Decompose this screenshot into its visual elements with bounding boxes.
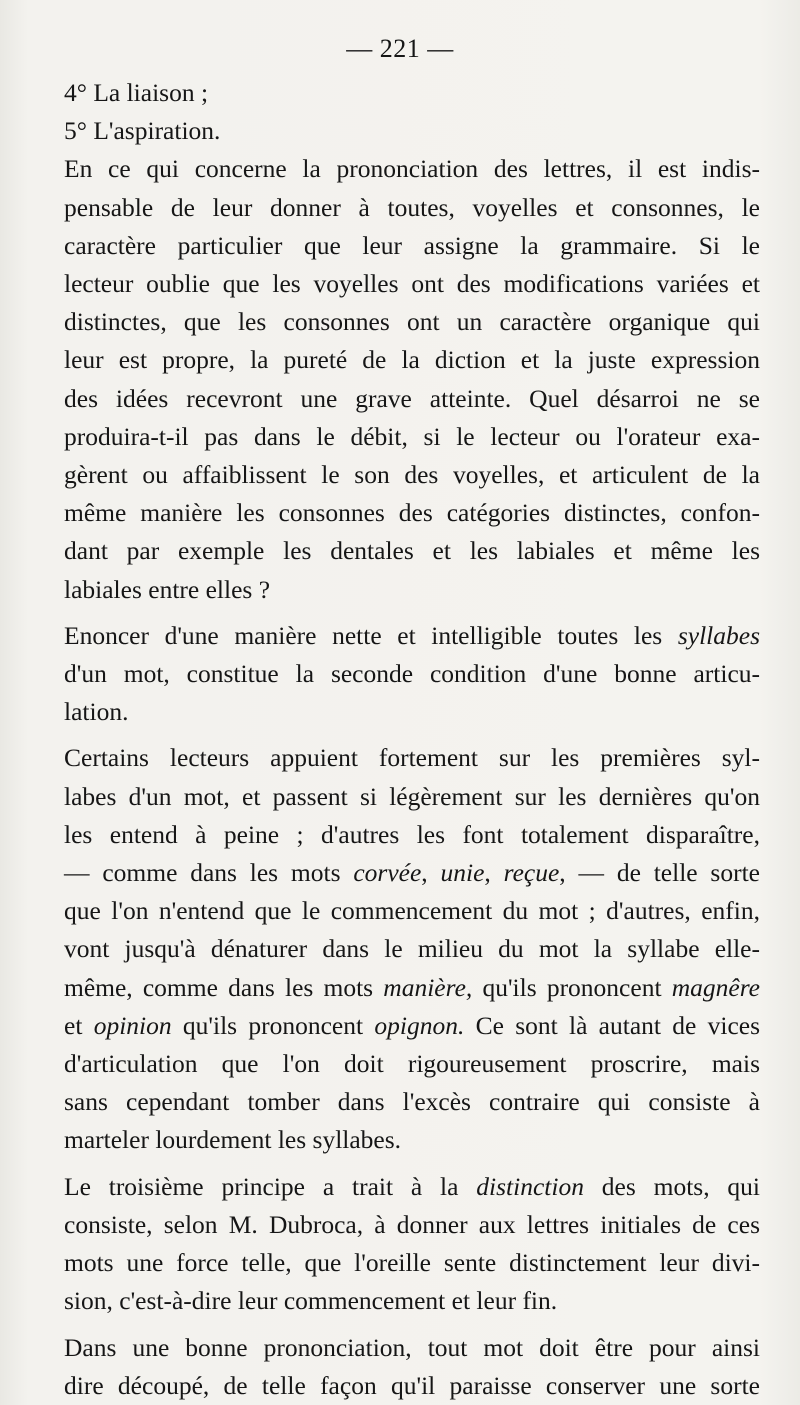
page-number: — 221 — <box>346 34 454 63</box>
text-line: consiste, selon M. Dubroca, à donner aux lettres initiales de ces <box>64 1209 760 1239</box>
text-line: sion, c'est-à-dire leur commencement et leur fin. <box>64 1286 558 1316</box>
paragraph <box>40 739 760 1159</box>
text-line: même, comme dans les mots manière, qu'ils prononcent magnêre <box>64 972 760 1002</box>
list-item: 5° L'aspiration. <box>64 116 221 146</box>
text-line: caractère particulier que leur assigne la grammaire. Si le <box>64 230 760 260</box>
italic-term: reçue <box>503 858 560 888</box>
text-line: produira-t-il pas dans le débit, si le lecteur ou l'orateur exa- <box>64 421 760 451</box>
text-line: dant par exemple les dentales et les labiales et même les <box>64 536 760 566</box>
text-line: lation. <box>64 697 129 727</box>
text-line: pensable de leur donner à toutes, voyelles et consonnes, le <box>64 192 760 222</box>
text-line: Certains lecteurs appuient fortement sur les premières syl- <box>64 743 760 773</box>
text-line: et opinion qu'ils prononcent opignon. Ce sont là autant de vices <box>64 1010 761 1040</box>
text-line: lecteur oublie que les voyelles ont des modifications variées et <box>64 269 760 299</box>
italic-term: magnêre <box>671 972 760 1002</box>
text-line: dire découpé, de telle façon qu'il paraisse conserver une sorte <box>64 1370 760 1400</box>
text-line: Enoncer d'une manière nette et intelligible toutes les syllabes <box>64 620 760 650</box>
italic-term: manière, <box>383 972 473 1002</box>
italic-term: unie <box>440 858 485 888</box>
text-line: même manière les consonnes des catégories distinctes, confon- <box>64 498 760 528</box>
text-line: d'articulation que l'on doit rigoureusement proscrire, mais <box>64 1049 760 1079</box>
text-line: que l'on n'entend que le commencement du mot ; d'autres, enfin, <box>64 896 760 926</box>
text-line: distinctes, que les consonnes ont un caractère organique qui <box>64 307 760 337</box>
text-line: mots une force telle, que l'oreille sente distinctement leur divi- <box>64 1248 760 1278</box>
text-line: vont jusqu'à dénaturer dans le milieu du mot la syllabe elle- <box>64 934 760 964</box>
italic-term: opignon. <box>374 1010 465 1040</box>
italic-term: corvée <box>353 858 422 888</box>
text-line: labes d'un mot, et passent si légèrement sur les dernières qu'on <box>64 781 760 811</box>
text-line: sans cependant tomber dans l'excès contraire qui consiste à <box>64 1087 760 1117</box>
text-line: — comme dans les mots corvée, unie, reçue, — de telle sorte <box>64 858 760 888</box>
italic-term: distinction <box>476 1171 584 1201</box>
text-line: des idées recevront une grave atteinte. Quel désarroi ne se <box>64 383 760 413</box>
italic-term: opinion <box>93 1010 172 1040</box>
text-line: gèrent ou affaiblissent le son des voyelles, et articulent de la <box>64 460 760 490</box>
text-line: les entend à peine ; d'autres les font totalement disparaître, <box>64 819 760 849</box>
text-line: d'un mot, constitue la seconde condition d'une bonne articu- <box>64 659 760 689</box>
list-item: 4° La liaison ; <box>64 78 209 107</box>
paragraph <box>40 1168 760 1321</box>
text-line: En ce qui concerne la prononciation des lettres, il est indis- <box>64 154 760 184</box>
italic-term: syllabes <box>677 620 760 650</box>
body-text <box>40 74 760 1405</box>
paragraph <box>40 1329 760 1405</box>
paragraph <box>40 617 760 732</box>
text-line: marteler lourdement les syllabes. <box>64 1125 402 1155</box>
text-line: Le troisième principe a trait à la distinction des mots, qui <box>64 1171 761 1201</box>
text-line: Dans une bonne prononciation, tout mot doit être pour ainsi <box>64 1332 760 1362</box>
text-line: labiales entre elles ? <box>64 574 271 604</box>
text-line: leur est propre, la pureté de la diction et la juste expression <box>64 345 760 375</box>
paragraph <box>40 150 760 608</box>
